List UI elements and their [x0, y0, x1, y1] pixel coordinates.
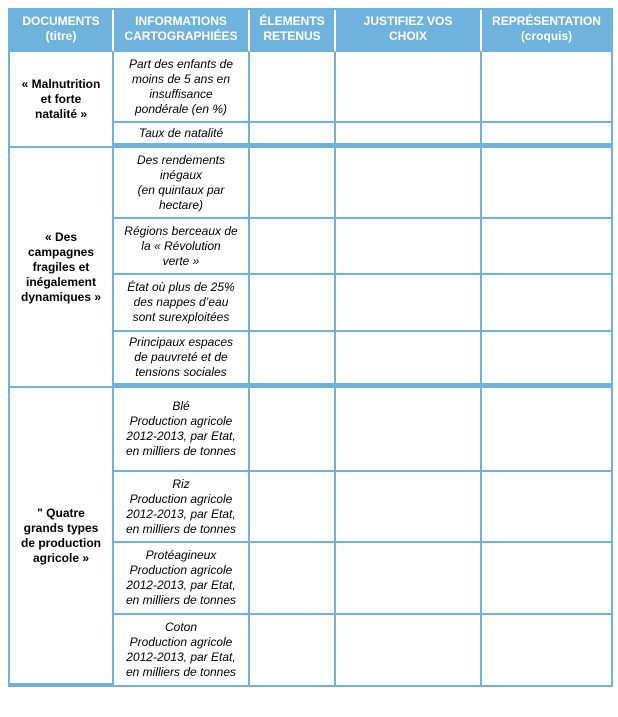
header-representation: REPRÉSENTATION (croquis): [482, 10, 611, 52]
elements-retenus-cell[interactable]: [250, 275, 336, 332]
elements-retenus-cell[interactable]: [250, 332, 336, 388]
elements-retenus-cell[interactable]: [250, 52, 336, 123]
document-title-production: " Quatre grands types de production agricole »: [10, 388, 114, 685]
info-cell: Taux de natalité: [114, 123, 250, 148]
representation-cell[interactable]: [482, 332, 611, 388]
representation-cell[interactable]: [482, 219, 611, 275]
elements-retenus-cell[interactable]: [250, 472, 336, 543]
elements-retenus-cell[interactable]: [250, 123, 336, 148]
justification-cell[interactable]: [336, 615, 482, 685]
representation-cell[interactable]: [482, 388, 611, 472]
info-cell: Blé Production agricole 2012-2013, par Etat, en milliers de tonnes: [114, 388, 250, 472]
elements-retenus-cell[interactable]: [250, 615, 336, 685]
justification-cell[interactable]: [336, 388, 482, 472]
representation-cell[interactable]: [482, 615, 611, 685]
elements-retenus-cell[interactable]: [250, 148, 336, 219]
justification-cell[interactable]: [336, 123, 482, 148]
info-cell: État où plus de 25% des nappes d’eau sont surexploitées: [114, 275, 250, 332]
justification-cell[interactable]: [336, 332, 482, 388]
representation-cell[interactable]: [482, 543, 611, 615]
info-cell: Protéagineux Production agricole 2012-2013, par Etat, en milliers de tonnes: [114, 543, 250, 615]
info-cell: Part des enfants de moins de 5 ans en insuffisance pondérale (en %): [114, 52, 250, 123]
justification-cell[interactable]: [336, 52, 482, 123]
document-title-campagnes: « Des campagnes fragiles et inégalement dynamiques »: [10, 148, 114, 388]
representation-cell[interactable]: [482, 275, 611, 332]
header-row: [10, 10, 611, 52]
header-documents: DOCUMENTS (titre): [10, 10, 114, 52]
table-row: [10, 148, 611, 219]
justification-cell[interactable]: [336, 148, 482, 219]
info-cell: Principaux espaces de pauvreté et de tensions sociales: [114, 332, 250, 388]
info-cell: Coton Production agricole 2012-2013, par Etat, en milliers de tonnes: [114, 615, 250, 685]
elements-retenus-cell[interactable]: [250, 543, 336, 615]
info-cell: Des rendements inégaux (en quintaux par hectare): [114, 148, 250, 219]
justification-cell[interactable]: [336, 472, 482, 543]
representation-cell[interactable]: [482, 123, 611, 148]
info-cell: Régions berceaux de la « Révolution verte »: [114, 219, 250, 275]
info-cell: Riz Production agricole 2012-2013, par Etat, en milliers de tonnes: [114, 472, 250, 543]
representation-cell[interactable]: [482, 52, 611, 123]
representation-cell[interactable]: [482, 472, 611, 543]
justification-cell[interactable]: [336, 219, 482, 275]
table-row: [10, 388, 611, 472]
justification-cell[interactable]: [336, 275, 482, 332]
header-justifiez: JUSTIFIEZ VOS CHOIX: [336, 10, 482, 52]
cartography-worksheet-table: [8, 8, 613, 687]
justification-cell[interactable]: [336, 543, 482, 615]
elements-retenus-cell[interactable]: [250, 219, 336, 275]
representation-cell[interactable]: [482, 148, 611, 219]
header-informations: INFORMATIONS CARTOGRAPHIÉES: [114, 10, 250, 52]
document-title-malnutrition: « Malnutrition et forte natalité »: [10, 52, 114, 148]
header-elements: ÉLEMENTS RETENUS: [250, 10, 336, 52]
table-row: [10, 52, 611, 123]
elements-retenus-cell[interactable]: [250, 388, 336, 472]
